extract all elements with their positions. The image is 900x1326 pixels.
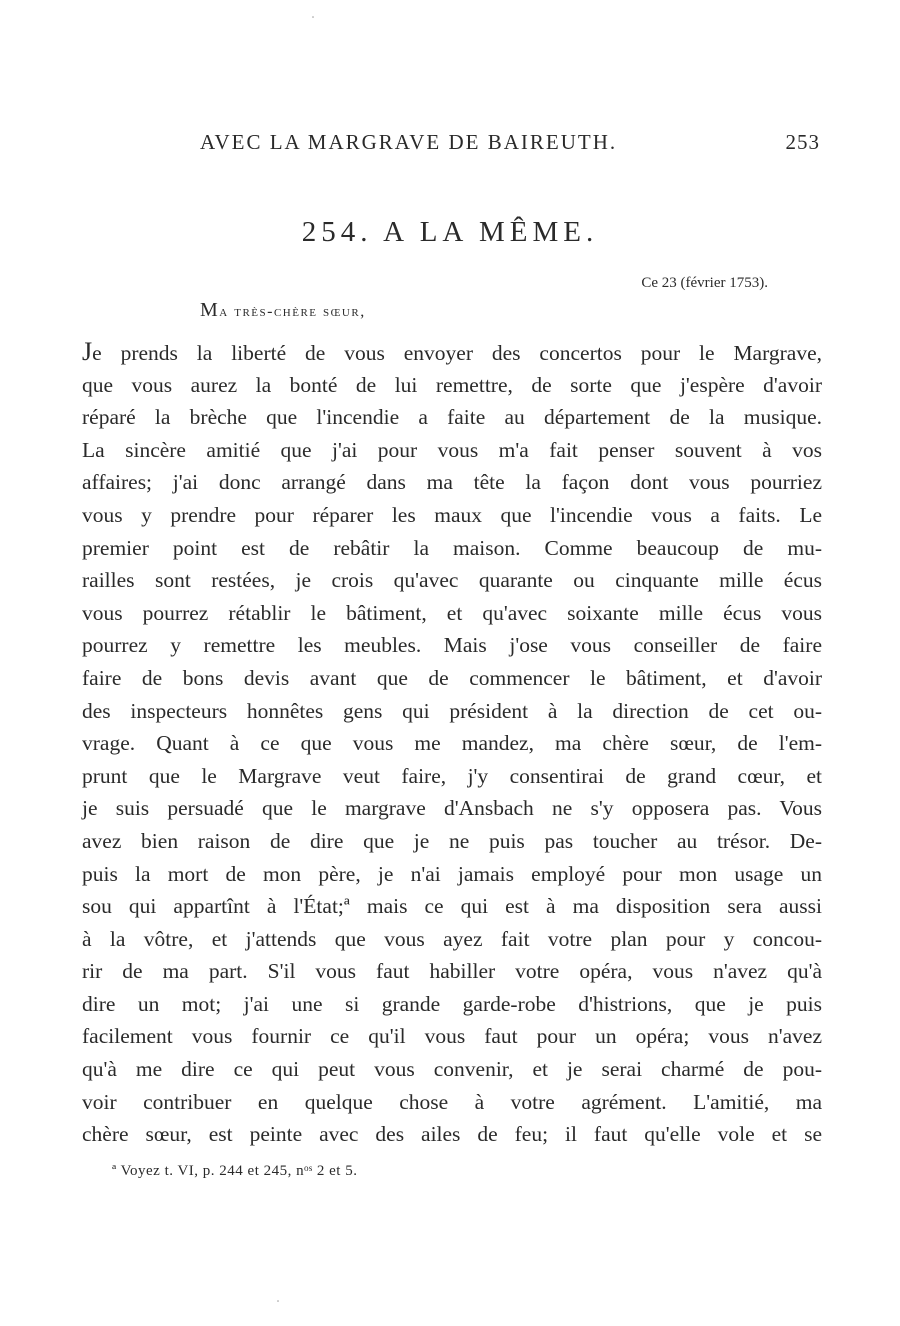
body-line: railles sont restées, je crois qu'avec quarante ou cinquante mille écus	[82, 568, 822, 593]
body-line: dire un mot; j'ai une si grande garde-robe d'histrions, que je puis	[82, 991, 822, 1016]
body-line: puis la mort de mon père, je n'ai jamais employé pour mon usage un	[82, 861, 822, 886]
footnote: ª Voyez t. VI, p. 244 et 245, nᵒˢ 2 et 5.	[112, 1163, 358, 1179]
dateline: Ce 23 (février 1753).	[641, 275, 768, 291]
salutation: Ma très-chère sœur,	[200, 299, 366, 321]
body-line: des inspecteurs honnêtes gens qui président à la direction de cet ou-	[82, 698, 822, 723]
body-line: réparé la brèche que l'incendie a faite au département de la musique.	[82, 405, 822, 430]
body-line: pourrez y remettre les meubles. Mais j'ose vous conseiller de faire	[82, 633, 822, 658]
body-line: Je prends la liberté de vous envoyer des concertos pour le Margrave,	[82, 337, 822, 366]
body-line: La sincère amitié que j'ai pour vous m'a fait penser souvent à vos	[82, 437, 822, 462]
letter-body	[82, 336, 822, 1151]
body-line: prunt que le Margrave veut faire, j'y consentirai de grand cœur, et	[82, 763, 822, 788]
letter-title: 254. A LA MÊME.	[301, 216, 599, 248]
body-line: rir de ma part. S'il vous faut habiller votre opéra, vous n'avez qu'à	[82, 959, 822, 984]
body-line: chère sœur, est peinte avec des ailes de feu; il faut qu'elle vole et se	[82, 1122, 822, 1147]
body-line: à la vôtre, et j'attends que vous ayez fait votre plan pour y concou-	[82, 926, 822, 951]
body-line: voir contribuer en quelque chose à votre agrément. L'amitié, ma	[82, 1089, 822, 1114]
body-line: faire de bons devis avant que de commencer le bâtiment, et d'avoir	[82, 665, 822, 690]
body-line: je suis persuadé que le margrave d'Ansbach ne s'y opposera pas. Vous	[82, 796, 822, 821]
body-line: vrage. Quant à ce que vous me mandez, ma chère sœur, de l'em-	[82, 731, 822, 756]
body-line: facilement vous fournir ce qu'il vous faut pour un opéra; vous n'avez	[82, 1024, 822, 1049]
body-line: avez bien raison de dire que je ne puis pas toucher au trésor. De-	[82, 828, 822, 853]
page-number: 253	[785, 130, 820, 154]
body-line: vous y prendre pour réparer les maux que l'incendie vous a faits. Le	[82, 502, 822, 527]
body-line: vous pourrez rétablir le bâtiment, et qu'avec soixante mille écus vous	[82, 600, 822, 625]
body-line: affaires; j'ai donc arrangé dans ma tête la façon dont vous pourriez	[82, 470, 822, 495]
body-line: que vous aurez la bonté de lui remettre, de sorte que j'espère d'avoir	[82, 372, 822, 397]
body-line: premier point est de rebâtir la maison. Comme beaucoup de mu-	[82, 535, 822, 560]
running-head-title: AVEC LA MARGRAVE DE BAIREUTH.	[200, 130, 618, 154]
body-line: qu'à me dire ce qui peut vous convenir, et je serai charmé de pou-	[82, 1057, 822, 1082]
body-line: sou qui appartînt à l'État;ª mais ce qui est à ma disposition sera aussi	[82, 894, 822, 919]
